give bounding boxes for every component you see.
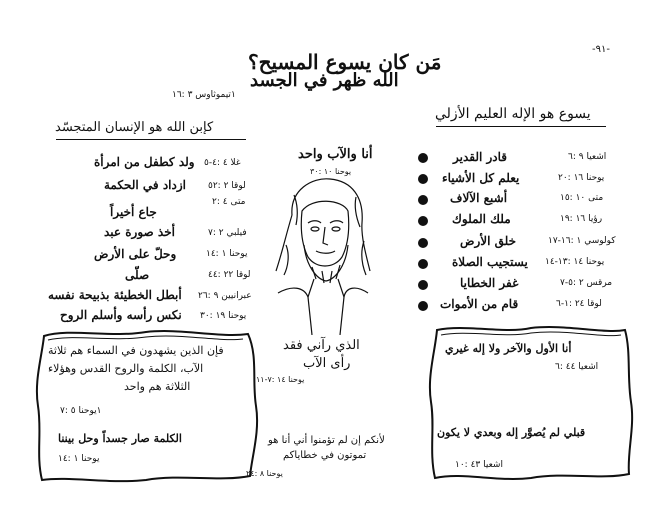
- row-text: ملك الملوك: [452, 212, 511, 226]
- center-quote: الذي رآني فقد: [283, 338, 360, 353]
- row-text: جاع أخيراً: [110, 205, 157, 219]
- scroll-text: الثلاثة هم واحد: [124, 380, 191, 393]
- bullet-dot: [418, 195, 428, 205]
- row-reference: اشعيا ٩ :٦: [568, 152, 607, 162]
- center-quote: أنا والآب واحد: [298, 147, 373, 162]
- scroll-text: الكلمة صار جسداً وحل بيننا: [58, 432, 182, 445]
- row-text: أشبع الآلاف: [450, 191, 508, 205]
- row-text: خلق الأرض: [460, 234, 517, 248]
- row-reference: لوقا ٢ :٥٢: [208, 181, 246, 191]
- row-text: أخذ صورة عبد: [104, 225, 175, 239]
- row-reference: لوقا ٢٤ :١-٦: [556, 299, 602, 309]
- row-text: نكس رأسه وأسلم الروح: [60, 308, 182, 322]
- row-reference: غلا ٤ :٤-٥: [204, 158, 241, 168]
- row-reference: فيلبي ٢ :٧: [208, 228, 247, 238]
- center-quote: تموتون في خطاياكم: [283, 450, 367, 461]
- bullet-dot: [418, 259, 428, 269]
- row-reference: لوقا ٢٢ :٤٤: [208, 270, 251, 280]
- scroll-text: الآب، الكلمة والروح القدس وهؤلاء: [48, 362, 204, 375]
- bullet-dot: [418, 280, 428, 290]
- row-text: قام من الأموات: [440, 297, 519, 311]
- scroll-reference: يوحنا ١ :١٤: [58, 454, 100, 464]
- bullet-dot: [418, 174, 428, 184]
- jesus-portrait-illustration: [272, 175, 374, 335]
- row-text: وحلّ على الأرض: [94, 247, 177, 261]
- bullet-dot: [418, 153, 428, 163]
- row-text: يعلم كل الأشياء: [442, 171, 520, 185]
- row-text: ولد كطفل من امرأة: [94, 155, 195, 169]
- center-quote-reference: يوحنا ١٠ :٣٠: [310, 167, 352, 176]
- page-subtitle: الله ظهر في الجسد: [250, 70, 399, 91]
- bullet-dot: [418, 238, 428, 248]
- row-text: يستجيب الصلاة: [452, 255, 528, 269]
- scroll-reference: اشعيا ٤٤ :٦: [555, 362, 599, 372]
- center-quote: لأنكم إن لم تؤمنوا أني أنا هو: [268, 435, 385, 446]
- row-reference: متى ١٠ :١٥: [560, 193, 604, 203]
- row-reference: يوحنا ١٩ :٣٠: [200, 311, 247, 321]
- right-heading-underline: [436, 126, 606, 127]
- title-reference: ١تيموثاوس ٣ :١٦: [172, 90, 236, 100]
- center-quote-reference: يوحنا ٨ :٢٤: [246, 469, 283, 478]
- row-text: صلّى: [125, 268, 150, 282]
- bullet-dot: [418, 301, 428, 311]
- scroll-text: فإن الذين يشهدون في السماء هم ثلاثة: [48, 344, 224, 357]
- row-reference: متى ٤ :٢: [212, 197, 246, 207]
- scroll-reference: ١يوحنا ٥ :٧: [60, 406, 102, 416]
- row-reference: كولوسي ١ :١٦-١٧: [548, 236, 616, 246]
- scroll-box-right: [425, 322, 637, 484]
- row-reference: يوحنا ١ :١٤: [206, 249, 248, 259]
- row-reference: عبرانيين ٩ :٢٦: [198, 291, 252, 301]
- page-title: مَن كان يسوع المسيح؟: [248, 50, 442, 74]
- scroll-text: قبلي لم يُصوَّر إله وبعدي لا يكون: [437, 426, 586, 439]
- left-heading-underline: [56, 139, 246, 140]
- right-column-heading: يسوع هو الإله العليم الأزلي: [435, 106, 591, 122]
- row-text: غفر الخطايا: [460, 276, 519, 290]
- page-number: -٩١-: [592, 44, 610, 55]
- row-reference: يوحنا ١٦ :٢٠: [558, 173, 605, 183]
- center-quote-reference: يوحنا ١٤ :٧-١١: [256, 375, 305, 384]
- bullet-dot: [418, 216, 428, 226]
- row-text: قادر القدير: [453, 150, 508, 164]
- scroll-reference: اشعيا ٤٣ :١٠: [455, 460, 503, 470]
- left-column-heading: كإبن الله هو الإنسان المتجسّد: [55, 120, 214, 135]
- row-reference: يوحنا ١٤ :١٣-١٤: [545, 257, 605, 267]
- row-reference: مرقس ٢ :٥-٧: [560, 278, 613, 288]
- center-quote: رأى الآب: [303, 356, 351, 371]
- scroll-text: أنا الأول والآخر ولا إله غيري: [445, 342, 572, 355]
- scroll-box-left: [30, 326, 262, 486]
- row-text: ازداد في الحكمة: [104, 178, 186, 192]
- row-reference: رؤيا ١٦ :١٩: [560, 214, 603, 224]
- row-text: أبطل الخطيئة بذبيحة نفسه: [48, 288, 182, 302]
